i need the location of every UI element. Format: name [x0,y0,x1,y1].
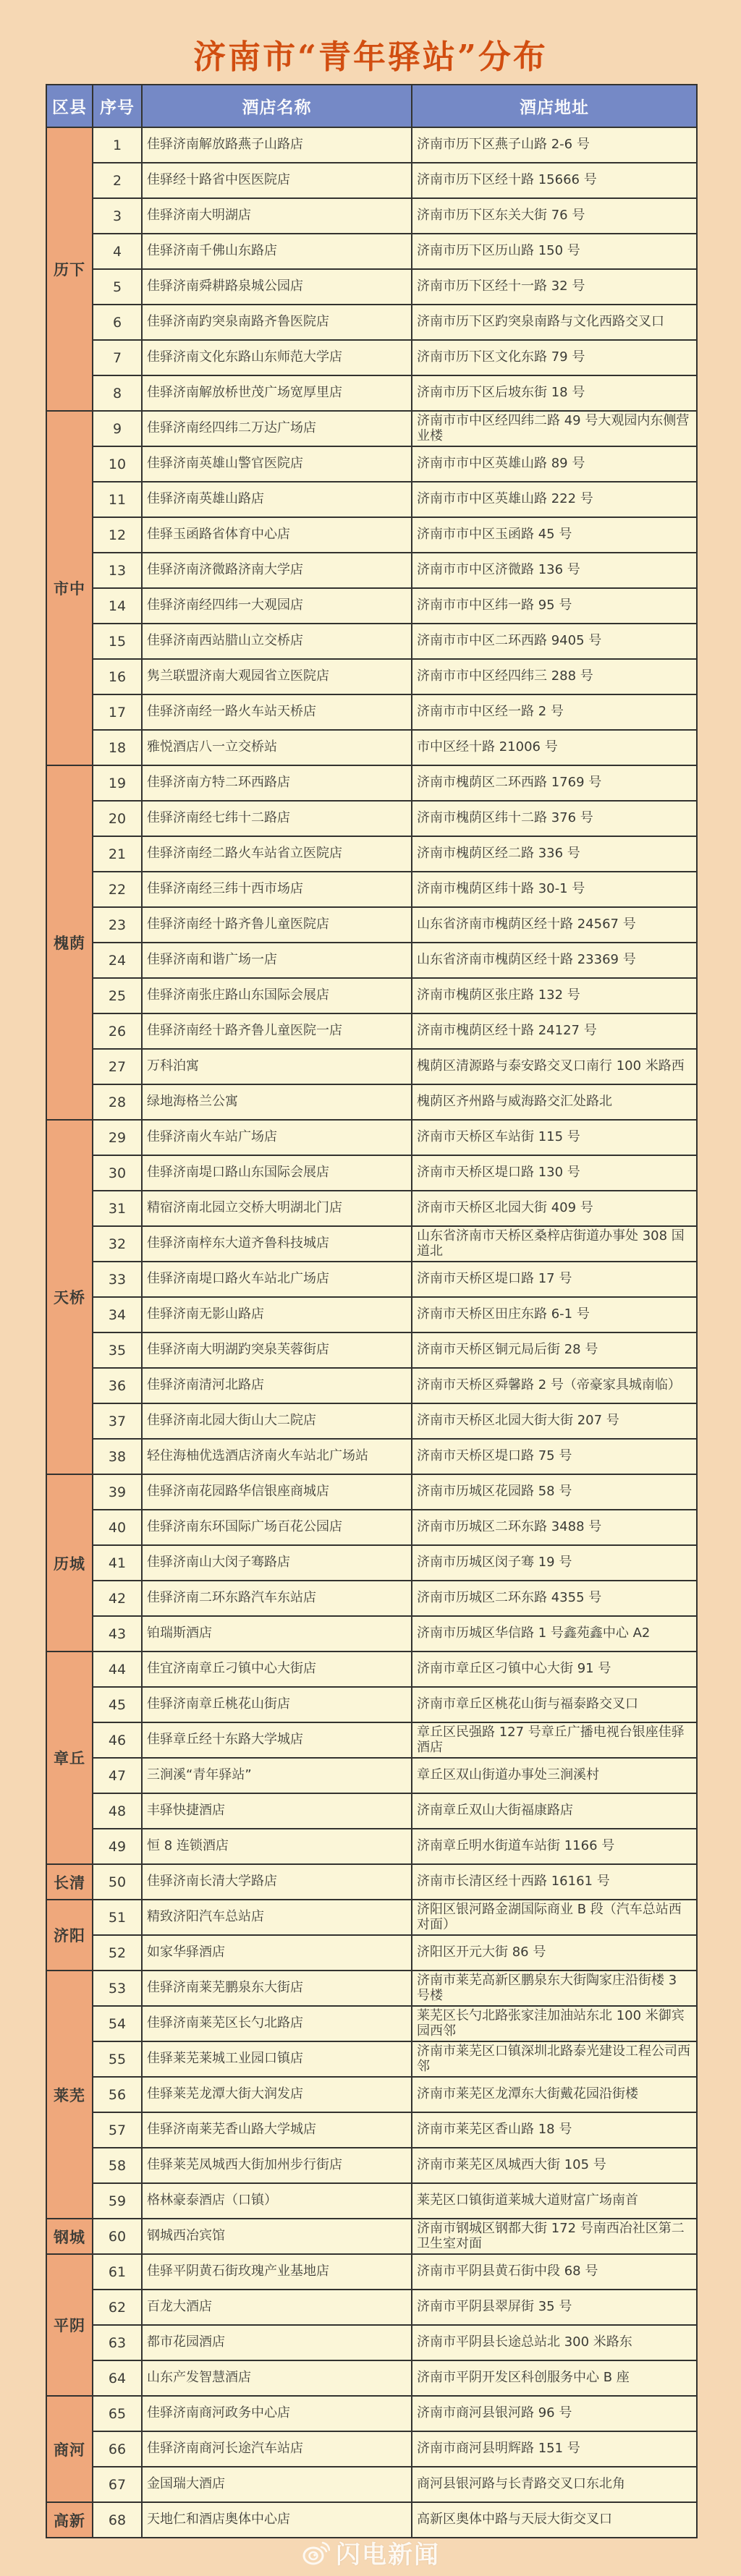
row-number-cell: 59 [93,2183,142,2219]
district-cell: 长清 [46,1864,93,1900]
hotel-address-cell: 济南市天桥区堤口路 17 号 [412,1262,697,1297]
hotel-address-cell: 济南市天桥区北园大街 409 号 [412,1191,697,1226]
row-number-cell: 54 [93,2006,142,2041]
district-cell: 商河 [46,2396,93,2502]
district-cell: 历城 [46,1474,93,1652]
hotel-address-cell: 莱芜区口镇街道莱城大道财富广场南首 [412,2183,697,2219]
hotel-address-cell: 济南市槐荫区纬十路 30-1 号 [412,872,697,907]
row-number-cell: 48 [93,1793,142,1829]
row-number-cell: 30 [93,1155,142,1191]
hotel-name-cell: 佳驿济南山大闵子骞路店 [142,1545,412,1581]
column-header-hotel-address: 酒店地址 [412,85,697,127]
hotel-name-cell: 佳驿济南莱芜香山路大学城店 [142,2112,412,2148]
district-cell: 莱芜 [46,1971,93,2219]
table-row [46,2431,697,2467]
column-header-hotel-name: 酒店名称 [142,85,412,127]
row-number-cell: 52 [93,1935,142,1971]
row-number-cell: 37 [93,1403,142,1439]
hotel-name-cell: 金国瑞大酒店 [142,2467,412,2502]
hotel-name-cell: 佳驿济南经四纬二万达广场店 [142,411,412,446]
row-number-cell: 12 [93,517,142,553]
hotel-name-cell: 佳驿济南和谐广场一店 [142,943,412,978]
row-number-cell: 28 [93,1084,142,1120]
row-number-cell: 61 [93,2254,142,2290]
table-row [46,1439,697,1474]
hotel-name-cell: 佳驿济南趵突泉南路齐鲁医院店 [142,305,412,340]
table-row [46,2006,697,2041]
hotel-address-cell: 济南市市中区经四纬三 288 号 [412,659,697,694]
hotel-name-cell: 铂瑞斯酒店 [142,1616,412,1652]
district-cell: 高新 [46,2502,93,2538]
row-number-cell: 36 [93,1368,142,1403]
hotel-name-cell: 佳驿经十路省中医医院店 [142,163,412,198]
hotel-name-cell: 佳驿济南文化东路山东师范大学店 [142,340,412,375]
hotel-address-cell: 济南市莱芜区龙潭东大街戴花园沿街楼 [412,2077,697,2112]
table-row [46,1900,697,1935]
row-number-cell: 50 [93,1864,142,1900]
row-number-cell: 53 [93,1971,142,2006]
hotel-address-cell: 济南市历下区后坡东街 18 号 [412,375,697,411]
page-title: 济南市“青年驿站”分布 [193,38,548,76]
table-row [46,482,697,517]
table-row [46,517,697,553]
table-row [46,375,697,411]
row-number-cell: 34 [93,1297,142,1332]
row-number-cell: 44 [93,1652,142,1687]
hotel-address-cell: 济南市莱芜区香山路 18 号 [412,2112,697,2148]
hotel-address-cell: 济南市历下区燕子山路 2-6 号 [412,127,697,163]
table-row [46,1403,697,1439]
table-row [46,2041,697,2077]
row-number-cell: 11 [93,482,142,517]
table-row [46,553,697,588]
hotel-name-cell: 雅悦酒店八一立交桥站 [142,730,412,765]
hotel-address-cell: 济南市槐荫区经十路 24127 号 [412,1013,697,1049]
hotel-name-cell: 佳驿莱芜龙潭大街大润发店 [142,2077,412,2112]
hotel-name-cell: 佳驿莱芜莱城工业园口镇店 [142,2041,412,2077]
row-number-cell: 23 [93,907,142,943]
table-row [46,907,697,943]
table-row [46,269,697,305]
row-number-cell: 17 [93,694,142,730]
table-row [46,1191,697,1226]
station-table [46,84,698,2538]
hotel-name-cell: 佳驿济南经四纬一大观园店 [142,588,412,624]
hotel-address-cell: 济南市莱芜区凤城西大街 105 号 [412,2148,697,2183]
hotel-address-cell: 济南市平阴县黄石街中段 68 号 [412,2254,697,2290]
hotel-address-cell: 山东省济南市槐荫区经十路 23369 号 [412,943,697,978]
hotel-name-cell: 佳驿济南莱芜区长勺北路店 [142,2006,412,2041]
hotel-name-cell: 佳驿济南花园路华信银座商城店 [142,1474,412,1510]
hotel-address-cell: 济南市平阴县长途总站北 300 米路东 [412,2325,697,2360]
hotel-address-cell: 济南市槐荫区纬十二路 376 号 [412,801,697,836]
row-number-cell: 63 [93,2325,142,2360]
district-cell: 济阳 [46,1900,93,1971]
table-body [46,127,697,2538]
table-row [46,1155,697,1191]
hotel-name-cell: 佳驿济南经三纬十西市场店 [142,872,412,907]
hotel-address-cell: 济南市历下区历山路 150 号 [412,234,697,269]
hotel-name-cell: 佳驿玉函路省体育中心店 [142,517,412,553]
table-row [46,1793,697,1829]
hotel-name-cell: 佳驿济南二环东路汽车东站店 [142,1581,412,1616]
hotel-address-cell: 济南市章丘区桃花山街与福泰路交叉口 [412,1687,697,1722]
hotel-name-cell: 佳驿济南梓东大道齐鲁科技城店 [142,1226,412,1262]
hotel-address-cell: 济南章丘双山大街福康路店 [412,1793,697,1829]
table-row [46,801,697,836]
table-row [46,234,697,269]
row-number-cell: 1 [93,127,142,163]
hotel-name-cell: 佳驿济南商河政务中心店 [142,2396,412,2431]
hotel-address-cell: 商河县银河路与长青路交叉口东北角 [412,2467,697,2502]
table-row [46,2325,697,2360]
table-row [46,1581,697,1616]
hotel-address-cell: 济南市历城区华信路 1 号鑫苑鑫中心 A2 [412,1616,697,1652]
row-number-cell: 45 [93,1687,142,1722]
hotel-address-cell: 济南市历城区闵子骞 19 号 [412,1545,697,1581]
row-number-cell: 22 [93,872,142,907]
table-row [46,588,697,624]
hotel-name-cell: 百龙大酒店 [142,2290,412,2325]
hotel-address-cell: 济阳区银河路金湖国际商业 B 段（汽车总站西对面） [412,1900,697,1935]
hotel-name-cell: 佳驿莱芜凤城西大街加州步行街店 [142,2148,412,2183]
table-row [46,2396,697,2431]
shandian-news-logo-icon [301,2540,330,2566]
row-number-cell: 43 [93,1616,142,1652]
hotel-name-cell: 佳驿济南经七纬十二路店 [142,801,412,836]
hotel-address-cell: 章丘区民强路 127 号章丘广播电视台银座佳驿酒店 [412,1722,697,1758]
hotel-name-cell: 佳宜济南章丘刁镇中心大街店 [142,1652,412,1687]
hotel-name-cell: 佳驿济南方特二环西路店 [142,765,412,801]
hotel-name-cell: 佳驿济南长清大学路店 [142,1864,412,1900]
hotel-address-cell: 济南章丘明水街道车站街 1166 号 [412,1829,697,1864]
table-row [46,1332,697,1368]
hotel-address-cell: 济南市平阴开发区科创服务中心 B 座 [412,2360,697,2396]
table-row [46,943,697,978]
hotel-address-cell: 济南市天桥区舜馨路 2 号（帝豪家具城南临） [412,1368,697,1403]
row-number-cell: 32 [93,1226,142,1262]
row-number-cell: 65 [93,2396,142,2431]
hotel-address-cell: 济南市长清区经十西路 16161 号 [412,1864,697,1900]
row-number-cell: 25 [93,978,142,1013]
row-number-cell: 68 [93,2502,142,2538]
hotel-name-cell: 万科泊寓 [142,1049,412,1084]
hotel-address-cell: 济南市章丘区刁镇中心大街 91 号 [412,1652,697,1687]
hotel-address-cell: 济南市市中区英雄山路 222 号 [412,482,697,517]
table-row [46,198,697,234]
table-row [46,1616,697,1652]
district-cell: 钢城 [46,2219,93,2254]
hotel-name-cell: 佳驿济南英雄山路店 [142,482,412,517]
hotel-address-cell: 济南市市中区玉函路 45 号 [412,517,697,553]
row-number-cell: 49 [93,1829,142,1864]
row-number-cell: 15 [93,624,142,659]
column-header-district: 区县 [46,85,93,127]
hotel-address-cell: 济南市天桥区铜元局后街 28 号 [412,1332,697,1368]
row-number-cell: 4 [93,234,142,269]
hotel-address-cell: 济南市历下区经十路 15666 号 [412,163,697,198]
hotel-address-cell: 槐荫区齐州路与威海路交汇处路北 [412,1084,697,1120]
hotel-address-cell: 济南市莱芜高新区鹏泉东大街陶家庄沿街楼 3 号楼 [412,1971,697,2006]
row-number-cell: 6 [93,305,142,340]
table-row [46,1474,697,1510]
hotel-address-cell: 济南市平阴县翠屏街 35 号 [412,2290,697,2325]
table-row [46,2360,697,2396]
row-number-cell: 7 [93,340,142,375]
hotel-name-cell: 佳驿济南张庄路山东国际会展店 [142,978,412,1013]
hotel-address-cell: 济南市天桥区北园大街大街 207 号 [412,1403,697,1439]
hotel-address-cell: 济南市天桥区堤口路 75 号 [412,1439,697,1474]
hotel-name-cell: 精宿济南北园立交桥大明湖北门店 [142,1191,412,1226]
row-number-cell: 35 [93,1332,142,1368]
hotel-address-cell: 济南市历城区二环东路 3488 号 [412,1510,697,1545]
hotel-name-cell: 佳驿济南西站腊山立交桥店 [142,624,412,659]
row-number-cell: 21 [93,836,142,872]
table-header [46,85,697,127]
row-number-cell: 8 [93,375,142,411]
hotel-address-cell: 济南市历下区经十一路 32 号 [412,269,697,305]
hotel-address-cell: 山东省济南市天桥区桑梓店街道办事处 308 国道北 [412,1226,697,1262]
row-number-cell: 9 [93,411,142,446]
hotel-address-cell: 济阳区开元大街 86 号 [412,1935,697,1971]
table-row [46,765,697,801]
hotel-name-cell: 佳驿济南英雄山警官医院店 [142,446,412,482]
hotel-address-cell: 高新区奥体中路与天辰大街交叉口 [412,2502,697,2538]
hotel-address-cell: 章丘区双山街道办事处三涧溪村 [412,1758,697,1793]
hotel-address-cell: 济南市历城区二环东路 4355 号 [412,1581,697,1616]
hotel-address-cell: 济南市天桥区田庄东路 6-1 号 [412,1297,697,1332]
table-row [46,1935,697,1971]
row-number-cell: 5 [93,269,142,305]
table-row [46,2077,697,2112]
hotel-address-cell: 济南市市中区经一路 2 号 [412,694,697,730]
hotel-name-cell: 佳驿济南解放路燕子山路店 [142,127,412,163]
table-row [46,1971,697,2006]
table-row [46,1226,697,1262]
row-number-cell: 58 [93,2148,142,2183]
district-cell: 平阴 [46,2254,93,2396]
row-number-cell: 67 [93,2467,142,2502]
district-cell: 历下 [46,127,93,411]
hotel-address-cell: 市中区经十路 21006 号 [412,730,697,765]
table-row [46,2254,697,2290]
table-row [46,1652,697,1687]
hotel-name-cell: 佳驿济南商河长途汽车站店 [142,2431,412,2467]
hotel-address-cell: 济南市市中区二环西路 9405 号 [412,624,697,659]
table-row [46,2112,697,2148]
hotel-address-cell: 济南市历城区花园路 58 号 [412,1474,697,1510]
hotel-name-cell: 天地仁和酒店奥体中心店 [142,2502,412,2538]
hotel-name-cell: 隽兰联盟济南大观园省立医院店 [142,659,412,694]
row-number-cell: 26 [93,1013,142,1049]
row-number-cell: 3 [93,198,142,234]
hotel-address-cell: 济南市槐荫区二环西路 1769 号 [412,765,697,801]
hotel-name-cell: 三涧溪“青年驿站” [142,1758,412,1793]
hotel-address-cell: 莱芜区长勺北路张家洼加油站东北 100 米御宾园西邻 [412,2006,697,2041]
table-row [46,305,697,340]
hotel-address-cell: 济南市市中区纬一路 95 号 [412,588,697,624]
table-row [46,127,697,163]
table-row [46,694,697,730]
row-number-cell: 27 [93,1049,142,1084]
district-cell: 章丘 [46,1652,93,1864]
hotel-name-cell: 佳驿济南东环国际广场百花公园店 [142,1510,412,1545]
table-row [46,836,697,872]
district-cell: 槐荫 [46,765,93,1120]
hotel-address-cell: 济南市莱芜区口镇深圳北路泰光建设工程公司西邻 [412,2041,697,2077]
hotel-address-cell: 济南市历下区趵突泉南路与文化西路交叉口 [412,305,697,340]
table-row [46,2502,697,2538]
hotel-name-cell: 佳驿济南堤口路火车站北广场店 [142,1262,412,1297]
hotel-name-cell: 佳驿济南解放桥世茂广场宽厚里店 [142,375,412,411]
hotel-name-cell: 佳驿济南火车站广场店 [142,1120,412,1155]
table-row [46,2290,697,2325]
row-number-cell: 64 [93,2360,142,2396]
hotel-address-cell: 济南市市中区经四纬二路 49 号大观园内东侧营业楼 [412,411,697,446]
table-row [46,1297,697,1332]
row-number-cell: 56 [93,2077,142,2112]
row-number-cell: 31 [93,1191,142,1226]
column-header-number: 序号 [93,85,142,127]
hotel-name-cell: 都市花园酒店 [142,2325,412,2360]
hotel-address-cell: 济南市历下区文化东路 79 号 [412,340,697,375]
hotel-name-cell: 佳驿济南大明湖趵突泉芙蓉街店 [142,1332,412,1368]
hotel-address-cell: 槐荫区清源路与泰安路交叉口南行 100 米路西 [412,1049,697,1084]
header-row [46,85,697,127]
table-row [46,1545,697,1581]
row-number-cell: 66 [93,2431,142,2467]
row-number-cell: 2 [93,163,142,198]
row-number-cell: 55 [93,2041,142,2077]
table-row [46,2219,697,2254]
hotel-address-cell: 济南市历下区东关大街 76 号 [412,198,697,234]
row-number-cell: 38 [93,1439,142,1474]
row-number-cell: 39 [93,1474,142,1510]
hotel-name-cell: 丰驿快捷酒店 [142,1793,412,1829]
table-row [46,872,697,907]
row-number-cell: 60 [93,2219,142,2254]
district-cell: 市中 [46,411,93,765]
hotel-name-cell: 如家华驿酒店 [142,1935,412,1971]
row-number-cell: 62 [93,2290,142,2325]
table-row [46,2467,697,2502]
table-row [46,1013,697,1049]
hotel-name-cell: 佳驿济南千佛山东路店 [142,234,412,269]
row-number-cell: 41 [93,1545,142,1581]
hotel-name-cell: 绿地海格兰公寓 [142,1084,412,1120]
hotel-address-cell: 山东省济南市槐荫区经十路 24567 号 [412,907,697,943]
table-row [46,978,697,1013]
hotel-name-cell: 格林豪泰酒店（口镇） [142,2183,412,2219]
hotel-name-cell: 佳驿济南莱芜鹏泉东大街店 [142,1971,412,2006]
hotel-name-cell: 佳驿济南经十路齐鲁儿童医院一店 [142,1013,412,1049]
table-row [46,163,697,198]
hotel-name-cell: 恒 8 连锁酒店 [142,1829,412,1864]
hotel-name-cell: 山东产发智慧酒店 [142,2360,412,2396]
table-row [46,1049,697,1084]
row-number-cell: 20 [93,801,142,836]
hotel-name-cell: 精致济阳汽车总站店 [142,1900,412,1935]
hotel-name-cell: 佳驿济南济微路济南大学店 [142,553,412,588]
hotel-name-cell: 佳驿济南舜耕路泉城公园店 [142,269,412,305]
table-row [46,1829,697,1864]
table-row [46,340,697,375]
hotel-address-cell: 济南市商河县银河路 96 号 [412,2396,697,2431]
table-row [46,2183,697,2219]
hotel-name-cell: 佳驿济南经十路齐鲁儿童医院店 [142,907,412,943]
table-row [46,624,697,659]
row-number-cell: 10 [93,446,142,482]
row-number-cell: 47 [93,1758,142,1793]
table-row [46,1262,697,1297]
table-row [46,1084,697,1120]
row-number-cell: 46 [93,1722,142,1758]
hotel-address-cell: 济南市天桥区车站街 115 号 [412,1120,697,1155]
hotel-name-cell: 佳驿济南大明湖店 [142,198,412,234]
hotel-name-cell: 佳驿章丘经十东路大学城店 [142,1722,412,1758]
hotel-name-cell: 轻住海柚优选酒店济南火车站北广场站 [142,1439,412,1474]
table-row [46,1120,697,1155]
hotel-name-cell: 佳驿平阴黄石街玫瑰产业基地店 [142,2254,412,2290]
hotel-address-cell: 济南市钢城区钢都大街 172 号南西冶社区第二卫生室对面 [412,2219,697,2254]
row-number-cell: 16 [93,659,142,694]
hotel-name-cell: 钢城西冶宾馆 [142,2219,412,2254]
table-row [46,2148,697,2183]
hotel-name-cell: 佳驿济南无影山路店 [142,1297,412,1332]
row-number-cell: 51 [93,1900,142,1935]
row-number-cell: 40 [93,1510,142,1545]
hotel-name-cell: 佳驿济南堤口路山东国际会展店 [142,1155,412,1191]
hotel-address-cell: 济南市市中区济微路 136 号 [412,553,697,588]
row-number-cell: 42 [93,1581,142,1616]
district-cell: 天桥 [46,1120,93,1474]
hotel-name-cell: 佳驿济南经一路火车站天桥店 [142,694,412,730]
hotel-name-cell: 佳驿济南章丘桃花山街店 [142,1687,412,1722]
row-number-cell: 18 [93,730,142,765]
row-number-cell: 57 [93,2112,142,2148]
row-number-cell: 24 [93,943,142,978]
watermark-text: 闪电新闻 [336,2541,440,2569]
hotel-address-cell: 济南市槐荫区张庄路 132 号 [412,978,697,1013]
row-number-cell: 13 [93,553,142,588]
table-row [46,730,697,765]
table-row [46,1722,697,1758]
row-number-cell: 29 [93,1120,142,1155]
hotel-address-cell: 济南市槐荫区经二路 336 号 [412,836,697,872]
row-number-cell: 19 [93,765,142,801]
hotel-address-cell: 济南市天桥区堤口路 130 号 [412,1155,697,1191]
hotel-address-cell: 济南市商河县明辉路 151 号 [412,2431,697,2467]
table-row [46,659,697,694]
table-row [46,1864,697,1900]
table-row [46,1687,697,1722]
row-number-cell: 14 [93,588,142,624]
hotel-name-cell: 佳驿济南经二路火车站省立医院店 [142,836,412,872]
hotel-address-cell: 济南市市中区英雄山路 89 号 [412,446,697,482]
table-row [46,446,697,482]
row-number-cell: 33 [93,1262,142,1297]
table-row [46,1758,697,1793]
table-row [46,1368,697,1403]
hotel-name-cell: 佳驿济南北园大街山大二院店 [142,1403,412,1439]
hotel-name-cell: 佳驿济南清河北路店 [142,1368,412,1403]
table-row [46,411,697,446]
table-row [46,1510,697,1545]
watermark [0,2535,741,2570]
